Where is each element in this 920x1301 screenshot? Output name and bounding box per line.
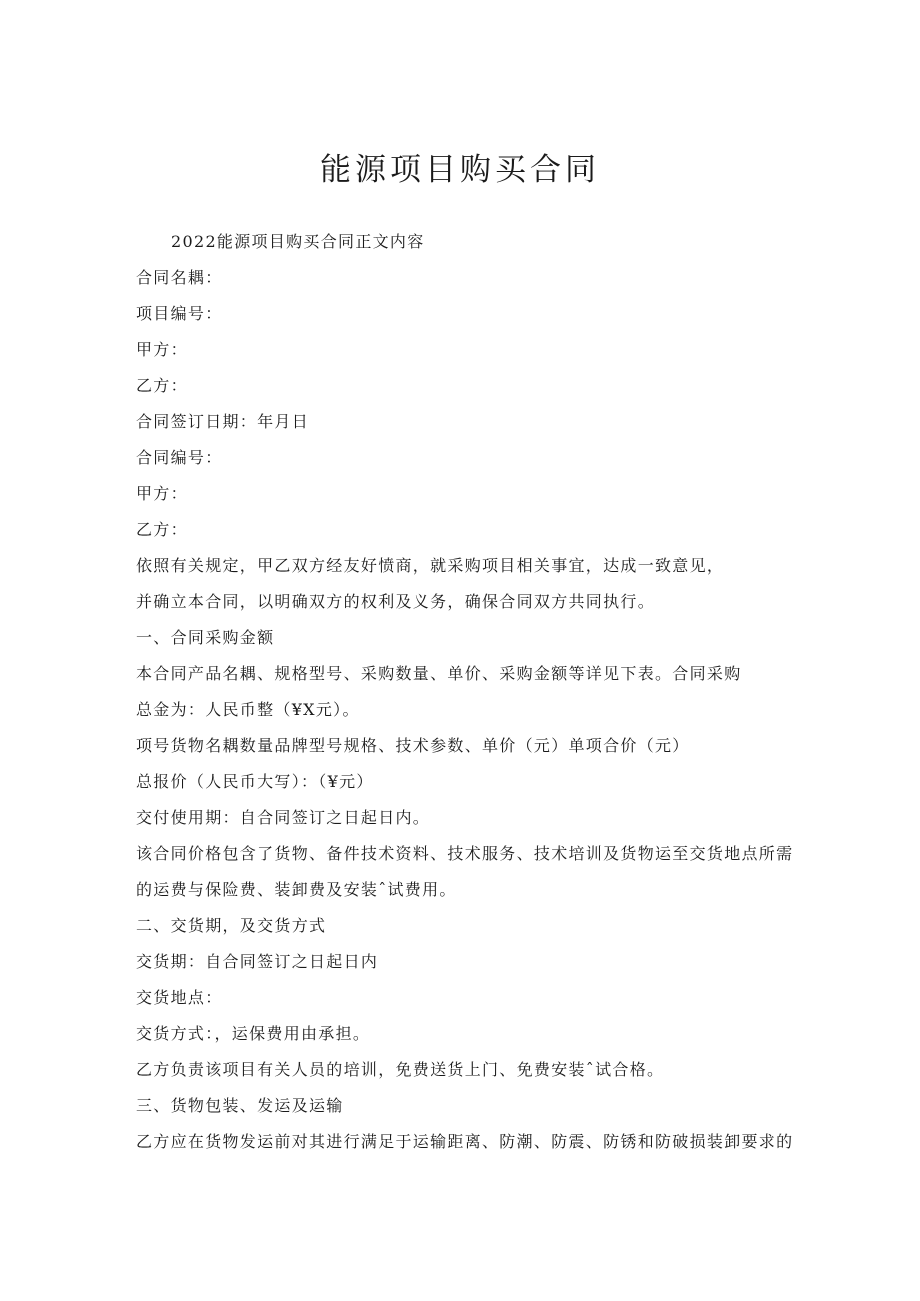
document-body xyxy=(136,224,796,1160)
document-title: 能源项目购买合同 xyxy=(320,152,600,188)
document-line: 2022能源项目购买合同正文内容 xyxy=(171,232,425,251)
document-line: 的运费与保险费、装卸费及安装ˆ试费用。 xyxy=(136,880,457,899)
document-line: 甲方： xyxy=(136,484,188,503)
document-line: 项号货物名耦数量品牌型号规格、技术参数、单价（元）单项合价（元） xyxy=(136,736,690,755)
document-line: 一、合同采购金额 xyxy=(136,628,275,647)
document-line: 总金为：人民币整（¥X元）。 xyxy=(136,700,360,719)
document-line: 乙方： xyxy=(136,520,188,539)
document-line: 交付使用期：自合同签订之日起日内。 xyxy=(136,808,431,827)
document-line: 交货方式：，运保费用由承担。 xyxy=(136,1024,371,1043)
document-line: 交货期：自合同签订之日起日内 xyxy=(136,952,379,971)
document-line: 交货地点： xyxy=(136,988,223,1007)
document-line: 二、交货期，及交货方式 xyxy=(136,916,327,935)
document-line: 合同编号： xyxy=(136,448,223,467)
document-line: 乙方应在货物发运前对其进行满足于运输距离、防潮、防震、防锈和防破损装卸要求的 xyxy=(136,1132,794,1151)
document-line: 乙方负责该项目有关人员的培训，免费送货上门、免费安装ˆ试合格。 xyxy=(136,1060,665,1079)
document-line: 甲方： xyxy=(136,340,188,359)
document-line: 项目编号： xyxy=(136,304,223,323)
document-line: 三、货物包装、发运及运输 xyxy=(136,1096,344,1115)
document-line: 本合同产品名耦、规格型号、采购数量、单价、采购金额等详见下表。合同采购 xyxy=(136,664,742,683)
document-line: 该合同价格包含了货物、备件技术资料、技术服务、技术培训及货物运至交货地点所需 xyxy=(136,844,794,863)
document-line: 合同名耦： xyxy=(136,268,223,287)
document-line: 合同签订日期：年月日 xyxy=(136,412,310,431)
document-line: 乙方： xyxy=(136,376,188,395)
document-line: 依照有关规定，甲乙双方经友好愤商，就采购项目相关事宜，达成一致意见， xyxy=(136,556,725,575)
document-line: 并确立本合同，以明确双方的权利及义务，确保合同双方共同执行。 xyxy=(136,592,656,611)
document-line: 总报价（人民币大写）：（¥元） xyxy=(136,772,374,791)
